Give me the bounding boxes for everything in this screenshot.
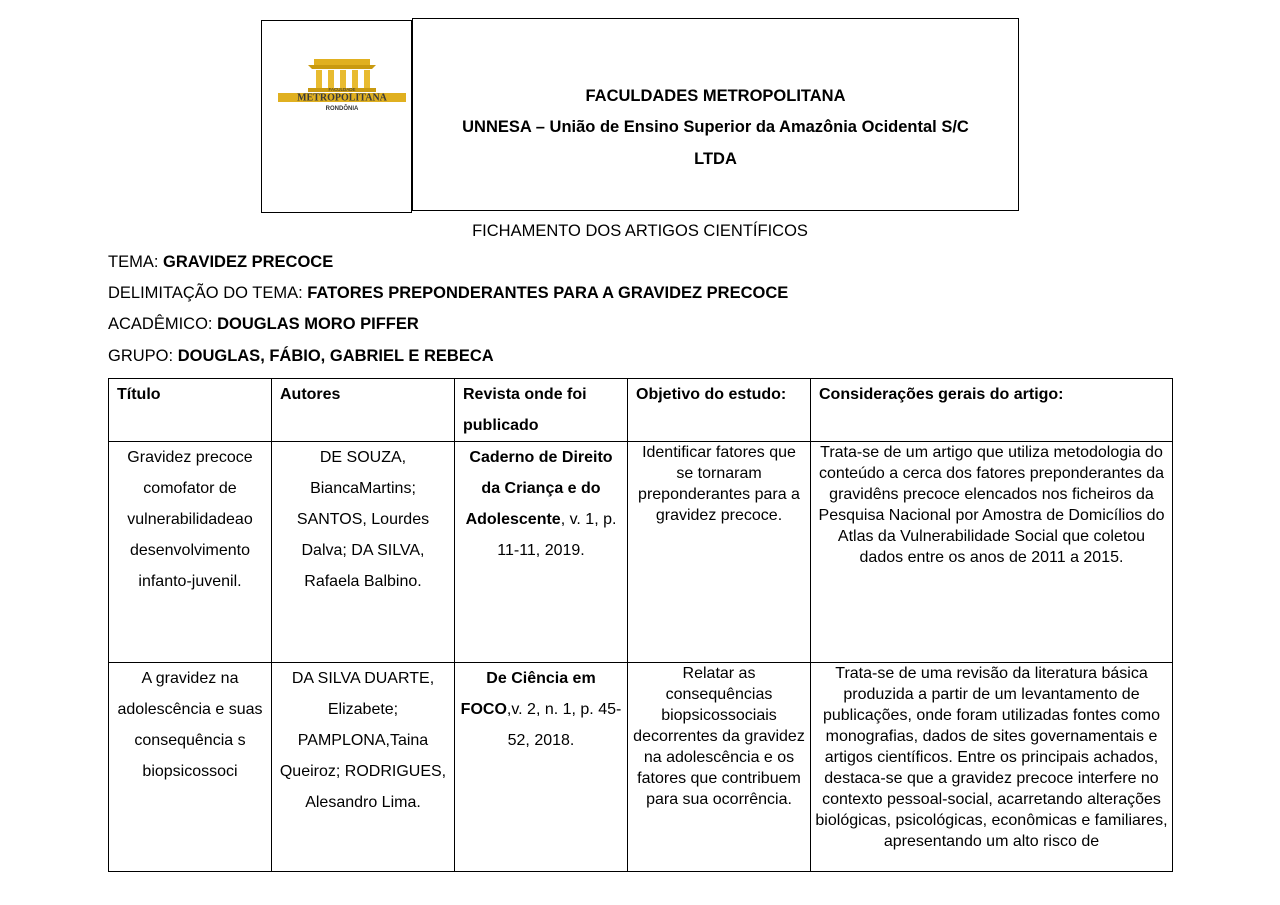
cell-objetivo: Identificar fatores que se tornaram preponderantes para a gravidez precoce. bbox=[628, 442, 811, 663]
cell-autores: DE SOUZA, BiancaMartins; SANTOS, Lourdes Dalva; DA SILVA, Rafaela Balbino. bbox=[272, 442, 455, 663]
svg-text:FACULDADE: FACULDADE bbox=[328, 87, 356, 92]
revista-details: ,v. 2, n. 1, p. 45-52, 2018. bbox=[506, 701, 622, 749]
delimitacao-label: DELIMITAÇÃO DO TEMA: bbox=[108, 284, 308, 302]
delimitacao-line bbox=[108, 284, 788, 303]
fichamento-table bbox=[108, 378, 1173, 872]
grupo-value: DOUGLAS, FÁBIO, GABRIEL E REBECA bbox=[177, 347, 494, 365]
cell-revista bbox=[455, 442, 628, 663]
cell-titulo: A gravidez na adolescência e suas consequência s biopsicossoci bbox=[109, 663, 272, 872]
table-row bbox=[109, 663, 1173, 872]
cell-autores: DA SILVA DUARTE, Elizabete; PAMPLONA,Taina Queiroz; RODRIGUES, Alesandro Lima. bbox=[272, 663, 455, 872]
academico-label: ACADÊMICO: bbox=[108, 315, 218, 333]
revista-details: , v. 1, p. 11-11, 2019. bbox=[497, 511, 617, 559]
academico-value: DOUGLAS MORO PIFFER bbox=[217, 315, 419, 333]
table-header-row bbox=[109, 379, 1173, 442]
header-autores: Autores bbox=[272, 379, 455, 442]
cell-titulo: Gravidez precoce comofator de vulnerabilidadeao desenvolvimento infanto-juvenil. bbox=[109, 442, 272, 663]
svg-text:METROPOLITANA: METROPOLITANA bbox=[297, 92, 387, 104]
header-consideracoes: Considerações gerais do artigo: bbox=[811, 379, 1173, 442]
tema-value: GRAVIDEZ PRECOCE bbox=[163, 253, 334, 271]
cell-objetivo: Relatar as consequências biopsicossociais decorrentes da gravidez na adolescência e os fatores que contribuem para sua ocorrência. bbox=[628, 663, 811, 872]
logo-box bbox=[261, 20, 412, 213]
cell-revista bbox=[455, 663, 628, 872]
institution-name: FACULDADES METROPOLITANA bbox=[585, 87, 846, 105]
grupo-line bbox=[108, 347, 494, 366]
revista-name: Caderno de Direito da Criança e do Adolescente bbox=[465, 449, 613, 528]
delimitacao-value: FATORES PREPONDERANTES PARA A GRAVIDEZ PRECOCE bbox=[307, 284, 789, 302]
table-row bbox=[109, 442, 1173, 663]
institution-suffix: LTDA bbox=[694, 150, 737, 168]
header-objetivo: Objetivo do estudo: bbox=[628, 379, 811, 442]
institution-logo bbox=[278, 57, 406, 117]
institution-header bbox=[412, 18, 1019, 211]
cell-consideracoes: Trata-se de uma revisão da literatura básica produzida a partir de um levantamento de publicações, onde foram utilizadas fontes como monografias, dados de sites governamentais e artigos científicos. Entre os principais achados, destaca-se que a gravidez precoce interfere no contexto pessoal-social, acarretando alterações biológicas, psicológicas, econômicas e familiares, apresentando um alto risco de bbox=[811, 663, 1173, 872]
tema-label: TEMA: bbox=[108, 253, 164, 271]
grupo-label: GRUPO: bbox=[108, 347, 178, 365]
header-revista: Revista onde foi publicado bbox=[455, 379, 628, 442]
svg-text:RONDÔNIA: RONDÔNIA bbox=[325, 106, 359, 112]
institution-subtitle: UNNESA – União de Ensino Superior da Amazônia Ocidental S/C bbox=[462, 118, 969, 136]
academico-line bbox=[108, 315, 419, 334]
header-titulo: Título bbox=[109, 379, 272, 442]
document-title: FICHAMENTO DOS ARTIGOS CIENTÍFICOS bbox=[472, 222, 808, 240]
cell-consideracoes: Trata-se de um artigo que utiliza metodologia do conteúdo a cerca dos fatores preponderantes da gravidêns precoce elencados nos ficheiros da Pesquisa Nacional por Amostra de Domicílios do Atlas da Vulnerabilidade Social que coletou dados entre os anos de 2011 a 2015. bbox=[811, 442, 1173, 663]
tema-line bbox=[108, 253, 333, 272]
revista-name: De Ciência em FOCO bbox=[460, 670, 596, 718]
